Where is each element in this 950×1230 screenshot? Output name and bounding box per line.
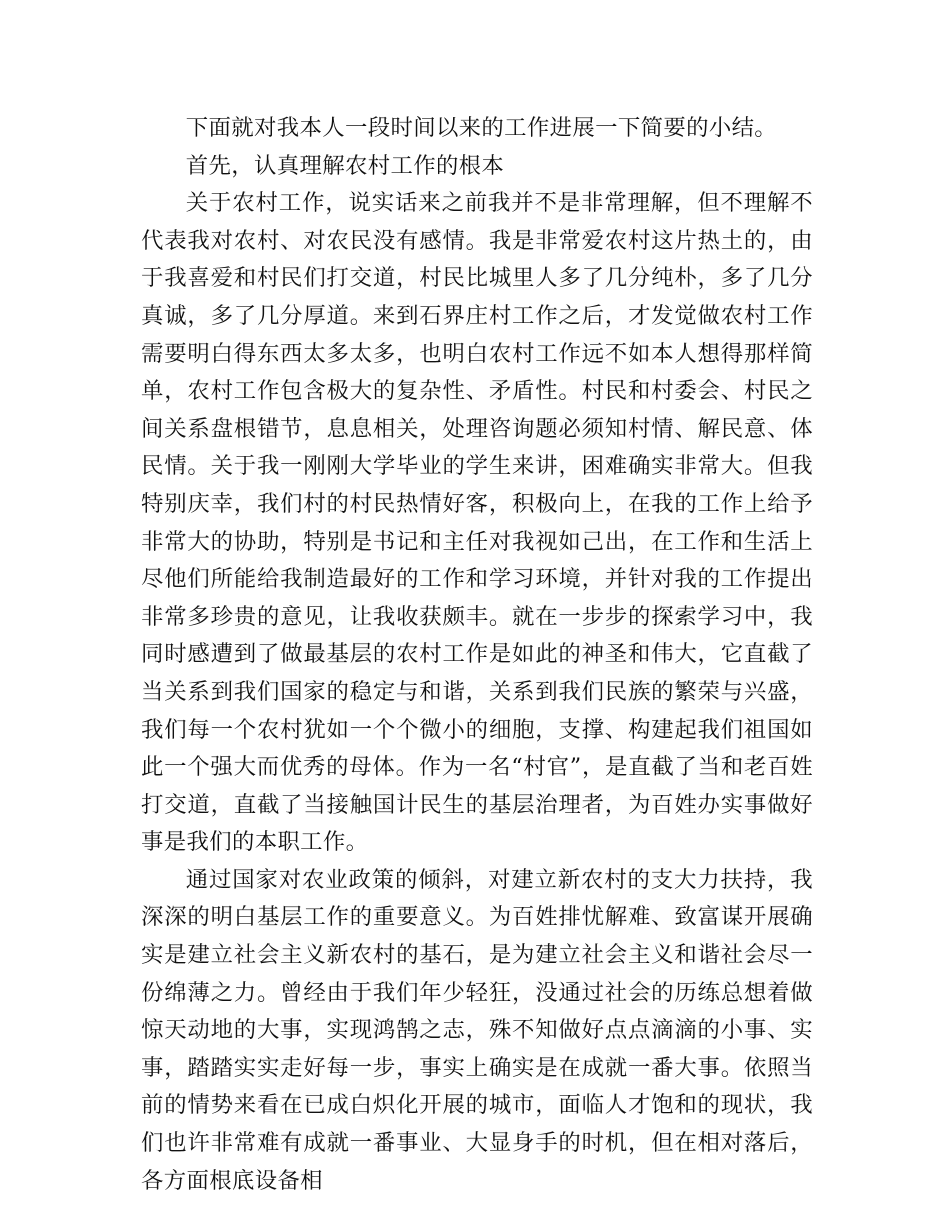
paragraph-national-policy: 通过国家对农业政策的倾斜，对建立新农村的支大力扶持，我深深的明白基层工作的重要意义。为百姓排忧解难、致富谋开展确实是建立社会主义新农村的基石，是为建立社会主义和谐社会尽一份绵薄之力。曾经由于我们年少轻狂，没通过社会的历练总想着做惊天动地的大事，实现鸿鹄之志，殊不知做好点点滴滴的小事、实事，踏踏实实走好每一步，事实上确实是在成就一番大事。依照当前的情势来看在已成白炽化开展的城市，面临人才饱和的现状，我们也许非常难有成就一番事业、大显身手的时机，但在相对落后，各方面根底设备相 [141,866,813,1194]
document-body [141,110,813,1200]
paragraph-summary-intro: 下面就对我本人一段时间以来的工作进展一下简要的小结。 [185,115,778,141]
paragraph-section-heading: 首先，认真理解农村工作的根本 [185,152,505,179]
paragraph-rural-work: 关于农村工作，说实话来之前我并不是非常理解，但不理解不代表我对农村、对农民没有感情。我是非常爱农村这片热土的，由于我喜爱和村民们打交道，村民比城里人多了几分纯朴，多了几分真诚，多了几分厚道。来到石界庄村工作之后，才发觉做农村工作需要明白得东西太多太多，也明白农村工作远不如本人想得那样简单，农村工作包含极大的复杂性、矛盾性。村民和村委会、村民之间关系盘根错节，息息相关，处理咨询题必须知村情、解民意、体民情。关于我一刚刚大学毕业的学生来讲，困难确实非常大。但我特别庆幸，我们村的村民热情好客，积极向上，在我的工作上给予非常大的协助，特别是书记和主任对我视如己出，在工作和生活上尽他们所能给我制造最好的工作和学习环境，并针对我的工作提出非常多珍贵的意见，让我收获颇丰。就在一步步的探索学习中，我同时感遭到了做最基层的农村工作是如此的神圣和伟大，它直截了当关系到我们国家的稳定与和谐，关系到我们民族的繁荣与兴盛，我们每一个农村犹如一个个微小的细胞，支撑、构建起我们祖国如此一个强大而优秀的母体。作为一名“村官”，是直截了当和老百姓打交道，直截了当接触国计民生的基层治理者，为百姓办实事做好事是我们的本职工作。 [141,190,813,856]
